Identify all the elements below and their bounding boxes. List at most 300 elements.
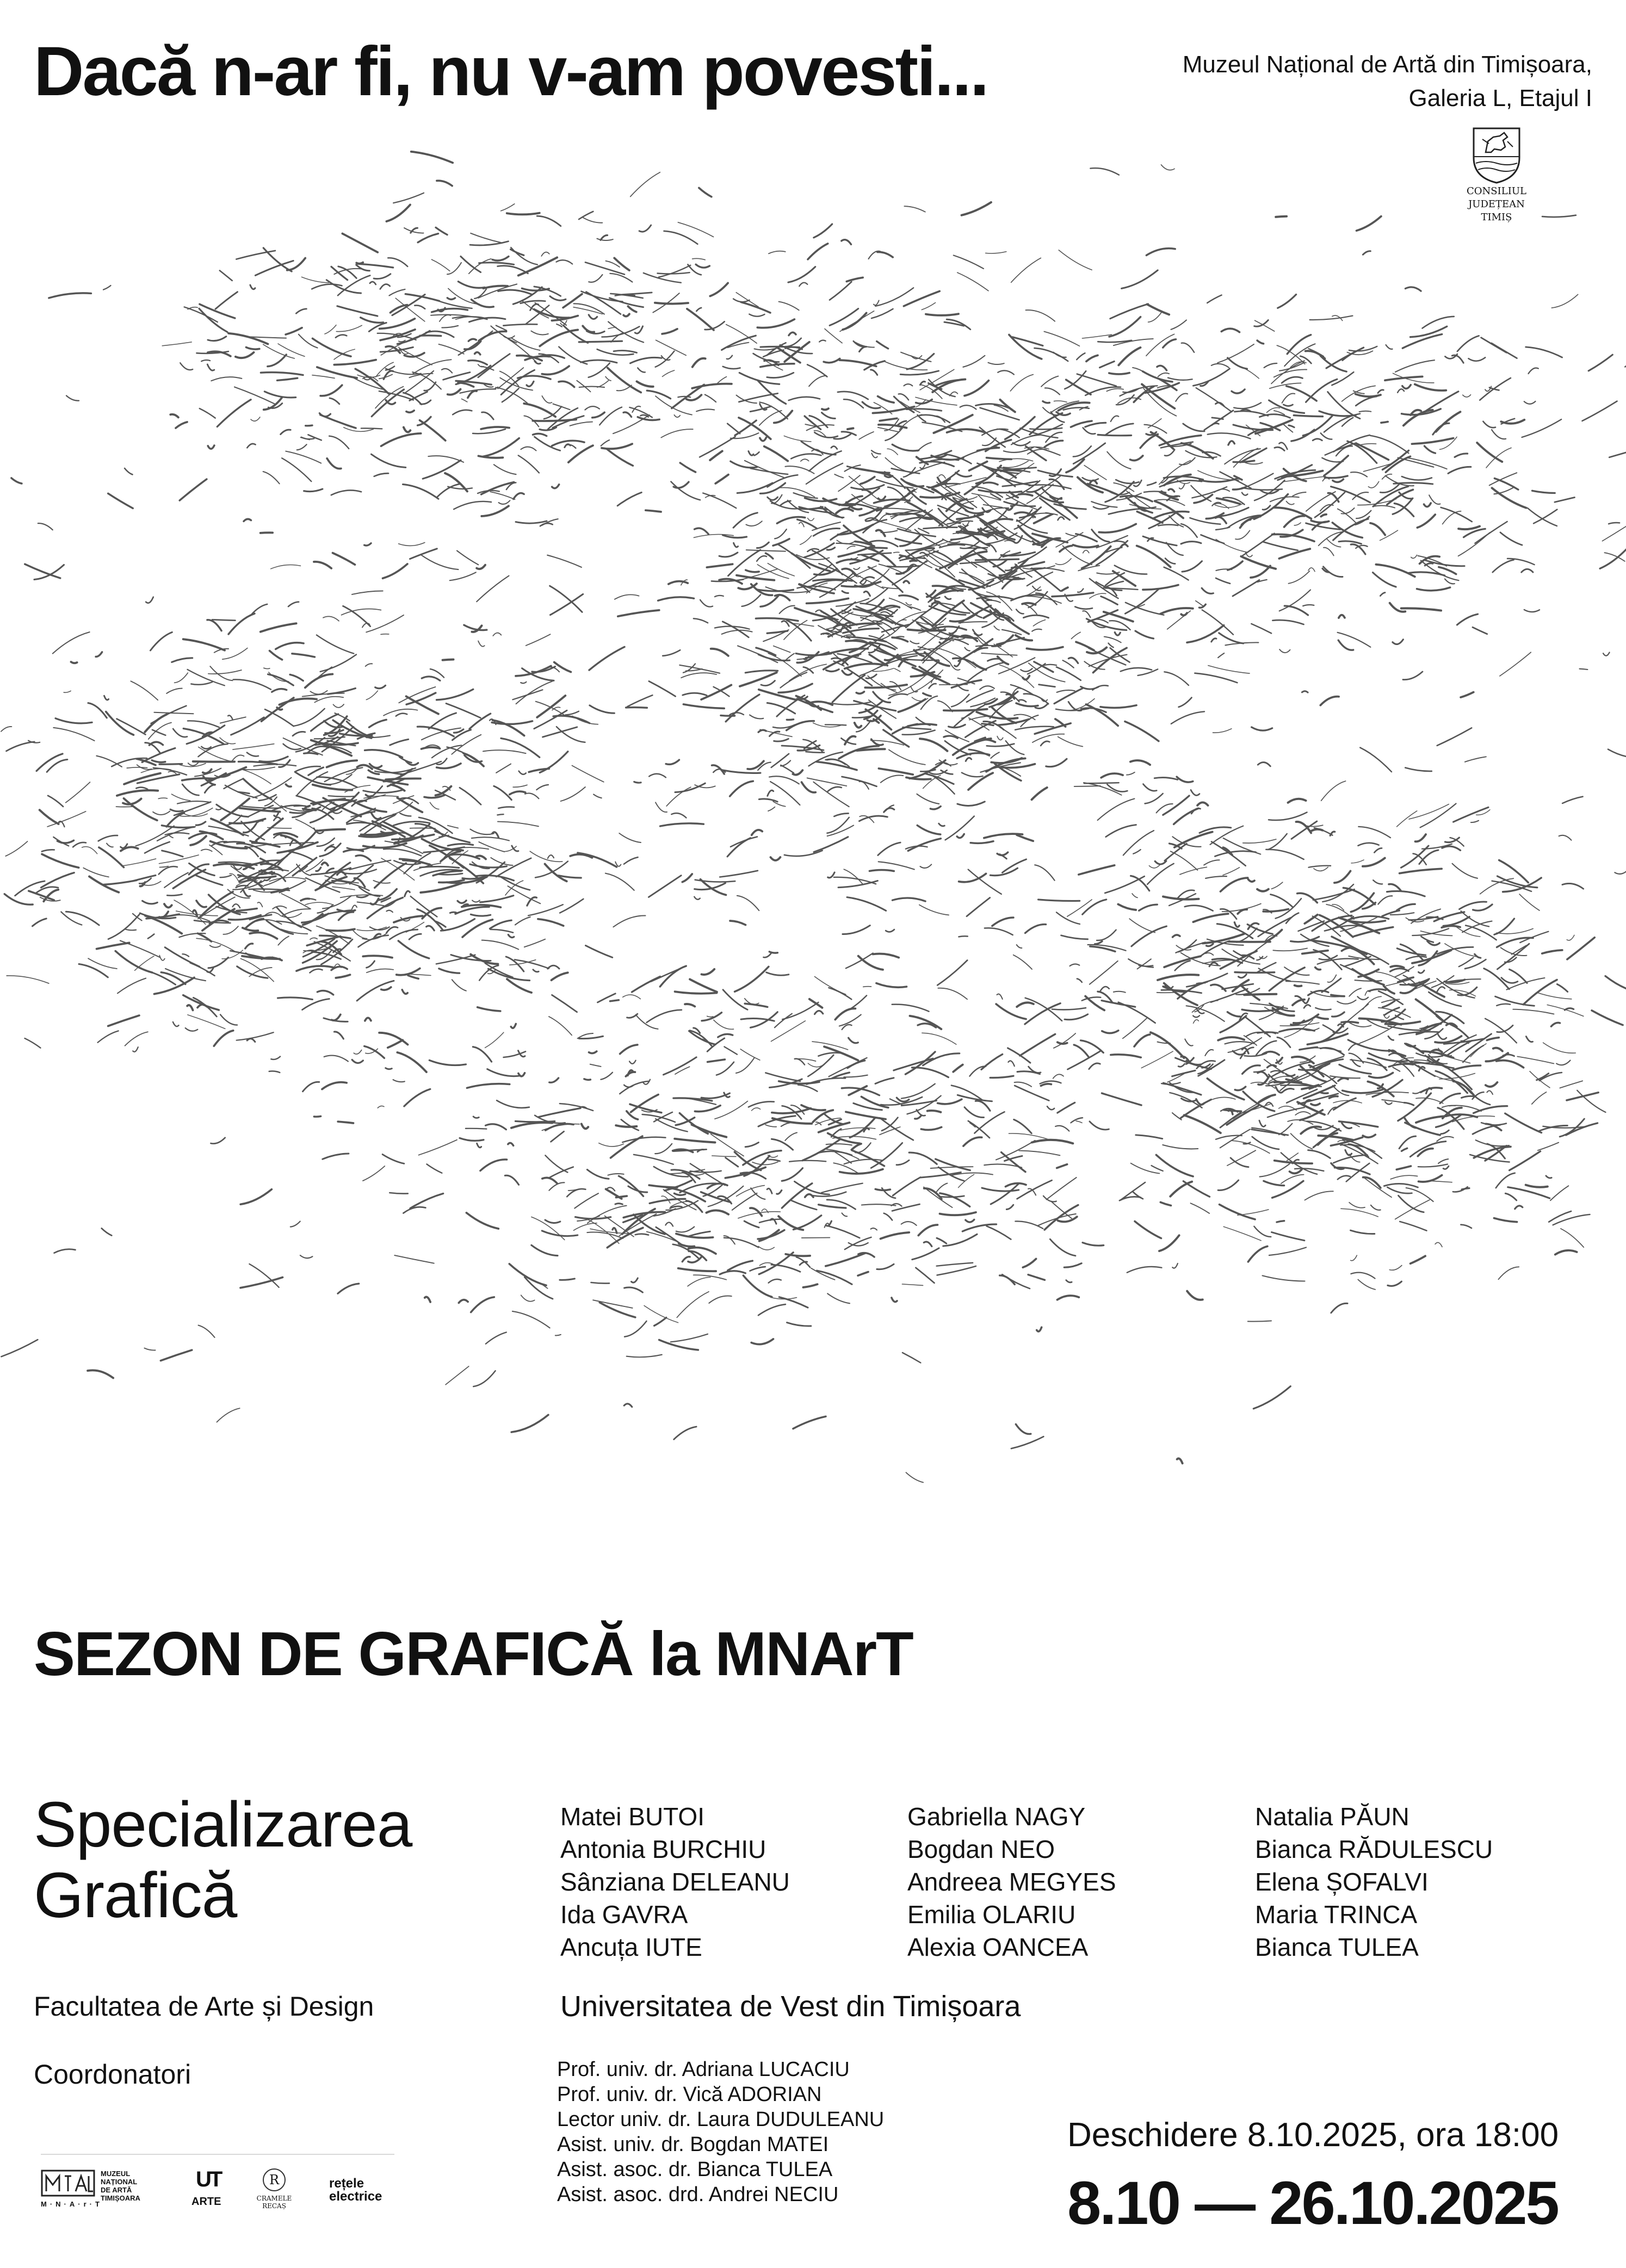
artwork-stroke (560, 1279, 575, 1280)
artwork-stroke (186, 1028, 198, 1031)
artwork-stroke (1214, 489, 1229, 492)
artwork-stroke (258, 902, 263, 907)
artwork-stroke (588, 1206, 627, 1223)
artwork-stroke (821, 1183, 863, 1193)
artwork-stroke (1205, 876, 1227, 878)
artwork-stroke (1382, 450, 1408, 469)
artwork-stroke (33, 919, 47, 926)
artwork-stroke (1023, 615, 1048, 618)
artwork-stroke (937, 1238, 947, 1243)
artwork-stroke (655, 1144, 672, 1154)
artwork-stroke (752, 830, 763, 835)
artwork-stroke (1487, 1090, 1493, 1094)
artwork-stroke (1566, 1123, 1598, 1135)
artwork-stroke (1555, 498, 1575, 503)
artwork-stroke (197, 1005, 207, 1008)
artwork-stroke (1603, 524, 1626, 541)
artwork-stroke (1181, 613, 1187, 615)
artwork-stroke (496, 325, 506, 330)
artwork-stroke (892, 468, 920, 473)
artwork-stroke (1433, 423, 1449, 435)
artwork-stroke (557, 260, 573, 264)
artwork-stroke (1179, 484, 1185, 489)
artwork-stroke (819, 1205, 846, 1208)
artwork-stroke (524, 404, 555, 417)
artwork-stroke (765, 1073, 800, 1082)
artwork-stroke (369, 323, 386, 331)
artwork-stroke (66, 396, 79, 401)
artwork-stroke (1106, 389, 1123, 392)
artwork-stroke (768, 807, 775, 811)
artwork-stroke (493, 633, 501, 636)
artwork-stroke (527, 381, 534, 386)
artwork-stroke (1303, 605, 1314, 606)
artwork-stroke (1115, 633, 1120, 636)
artwork-stroke (544, 407, 561, 419)
artwork-stroke (286, 451, 321, 463)
artwork-stroke (250, 285, 255, 289)
artwork-stroke (1052, 593, 1093, 597)
mnart-text-line: MUZEUL (101, 2170, 131, 2178)
artwork-stroke (367, 969, 393, 972)
artwork-stroke (1486, 448, 1511, 468)
artwork-stroke (567, 445, 576, 448)
artwork-stroke (996, 609, 1029, 634)
artwork-stroke (1340, 916, 1379, 932)
artwork-stroke (1107, 452, 1130, 469)
artwork-stroke (338, 1284, 359, 1293)
artwork-stroke (431, 259, 449, 271)
artwork-stroke (894, 668, 900, 672)
artwork-stroke (525, 793, 539, 798)
artwork-stroke (549, 1078, 559, 1082)
artwork-stroke (981, 1054, 1003, 1069)
artwork-stroke (1373, 506, 1395, 508)
artwork-stroke (1111, 1055, 1141, 1057)
artwork-stroke (256, 819, 283, 841)
artwork-stroke (240, 959, 274, 982)
artwork-stroke (924, 527, 957, 528)
artwork-stroke (361, 428, 382, 429)
artwork-stroke (1455, 454, 1468, 457)
artwork-stroke (1363, 858, 1385, 866)
artwork-stroke (590, 705, 615, 714)
artwork-stroke (769, 776, 799, 784)
artwork-stroke (1089, 1063, 1101, 1069)
artwork-stroke (306, 859, 323, 871)
artwork-stroke (286, 784, 291, 786)
artwork-stroke (448, 389, 461, 395)
artwork-stroke (649, 681, 676, 697)
artwork-stroke (278, 937, 288, 945)
artwork-stroke (579, 212, 593, 219)
artwork-stroke (648, 876, 681, 897)
artwork-stroke (940, 1193, 970, 1207)
artwork-stroke (839, 746, 879, 759)
coordinators-list (557, 2057, 884, 2207)
artwork-stroke (460, 389, 496, 393)
artwork-stroke (1400, 869, 1442, 873)
artwork-stroke (613, 915, 645, 927)
artwork-stroke (508, 1143, 514, 1145)
artwork-stroke (788, 500, 808, 512)
artwork-stroke (592, 412, 605, 418)
artwork-stroke (231, 717, 264, 735)
artwork-stroke (795, 608, 834, 619)
artwork-stroke (1609, 523, 1619, 524)
artwork-stroke (809, 752, 843, 766)
artwork-stroke (417, 727, 454, 736)
artwork-stroke (674, 1193, 685, 1195)
artwork-stroke (749, 314, 764, 317)
artwork-stroke (1058, 517, 1065, 520)
artwork-stroke (1258, 918, 1291, 937)
artwork-stroke (174, 802, 211, 816)
artwork-stroke (858, 956, 883, 970)
artwork-stroke (808, 518, 814, 521)
artwork-stroke (831, 446, 837, 449)
artwork-stroke (251, 417, 260, 421)
artwork-stroke (11, 478, 22, 484)
artwork-stroke (962, 202, 991, 215)
artwork-stroke (1437, 1137, 1454, 1142)
artwork-stroke (353, 931, 367, 939)
artwork-stroke (356, 263, 363, 264)
artwork-stroke (1077, 374, 1116, 386)
artwork-stroke (771, 857, 781, 860)
artwork-stroke (83, 868, 109, 877)
artwork-stroke (1382, 1009, 1405, 1022)
artwork-stroke (1483, 422, 1495, 427)
artist-name: Natalia PĂUN (1255, 1802, 1409, 1831)
artwork-stroke (834, 474, 843, 478)
artwork-stroke (593, 795, 602, 798)
artwork-stroke (1101, 597, 1118, 605)
artwork-stroke (546, 1124, 573, 1130)
artwork-stroke (1306, 379, 1338, 402)
artwork-stroke (683, 693, 707, 695)
artwork-stroke (574, 303, 604, 314)
artwork-stroke (188, 1015, 225, 1029)
artwork-stroke (608, 1174, 624, 1175)
artwork-stroke (1560, 1081, 1583, 1088)
artwork-stroke (332, 887, 355, 890)
artwork-stroke (827, 1293, 850, 1303)
artwork-stroke (1303, 416, 1332, 436)
artwork-stroke (366, 664, 373, 666)
artwork-stroke (1017, 945, 1022, 948)
artwork-stroke (1216, 540, 1248, 553)
artwork-stroke (724, 1238, 758, 1248)
artwork-stroke (208, 445, 214, 449)
artwork-stroke (313, 785, 352, 790)
artwork-stroke (1286, 981, 1319, 984)
artwork-stroke (400, 813, 411, 816)
artwork-stroke (1137, 546, 1171, 567)
artwork-stroke (749, 1101, 774, 1107)
artwork-stroke (237, 908, 257, 910)
artwork-stroke (518, 376, 551, 379)
artwork-stroke (1277, 1037, 1290, 1047)
artwork-stroke (207, 620, 221, 631)
artwork-stroke (957, 272, 988, 291)
artwork-stroke (334, 1032, 343, 1039)
artwork-stroke (1409, 916, 1438, 920)
artwork-stroke (756, 618, 798, 621)
artwork-stroke (730, 921, 746, 925)
artwork-stroke (779, 302, 799, 311)
artist-column-1 (560, 1800, 790, 1963)
artwork-stroke (363, 956, 392, 957)
artwork-stroke (182, 954, 189, 957)
artwork-stroke (787, 621, 812, 641)
artwork-stroke (665, 1223, 673, 1226)
artwork-stroke (696, 308, 701, 311)
artwork-stroke (846, 277, 863, 281)
artwork-stroke (224, 842, 244, 843)
artwork-stroke (741, 302, 770, 313)
artwork-stroke (458, 282, 485, 288)
artwork-stroke (1187, 625, 1224, 643)
artwork-stroke (143, 901, 158, 904)
artwork-stroke (695, 528, 709, 534)
artwork-stroke (886, 929, 894, 932)
artwork-stroke (1396, 1166, 1411, 1169)
artwork-stroke (1042, 489, 1062, 499)
artwork-stroke (902, 730, 935, 735)
artwork-stroke (1239, 975, 1247, 978)
artwork-stroke (166, 689, 182, 693)
artwork-stroke (970, 841, 993, 844)
artwork-stroke (233, 679, 271, 689)
artwork-stroke (1146, 249, 1175, 256)
artwork-stroke (842, 1213, 848, 1216)
artwork-stroke (40, 810, 59, 824)
artwork-stroke (1086, 355, 1098, 361)
artwork-stroke (710, 283, 728, 296)
artwork-stroke (908, 839, 941, 851)
artwork-stroke (892, 444, 919, 451)
artwork-stroke (1369, 1073, 1393, 1077)
artwork-stroke (1096, 541, 1128, 565)
artwork-stroke (209, 845, 222, 855)
artwork-stroke (797, 519, 817, 529)
specialization-line-1: Specializarea (34, 1789, 412, 1861)
artwork-stroke (627, 1355, 662, 1358)
artwork-stroke (486, 1333, 506, 1344)
artwork-stroke (1330, 1096, 1338, 1098)
artwork-stroke (278, 997, 313, 1000)
artwork-stroke (1101, 705, 1136, 708)
artwork-stroke (1252, 1137, 1279, 1149)
artwork-stroke (1055, 1126, 1069, 1131)
artwork-stroke (42, 850, 54, 851)
artwork-stroke (1068, 658, 1078, 663)
artwork-stroke (898, 529, 936, 536)
artwork-stroke (707, 1210, 729, 1214)
artwork-stroke (789, 1161, 826, 1162)
artwork-stroke (838, 392, 868, 399)
artwork-stroke (1406, 1188, 1433, 1201)
artwork-stroke (1339, 541, 1362, 544)
artwork-stroke (808, 244, 828, 259)
artwork-stroke (470, 241, 509, 245)
recas-text-line: RECAȘ (262, 2202, 286, 2210)
artwork-stroke (180, 479, 207, 500)
artwork-stroke (1351, 1273, 1375, 1279)
artwork-stroke (552, 485, 559, 488)
artwork-stroke (962, 773, 983, 777)
artwork-stroke (366, 795, 372, 796)
artwork-stroke (1306, 492, 1336, 511)
artwork-stroke (1608, 749, 1626, 758)
artwork-stroke (1301, 1126, 1321, 1133)
artwork-stroke (454, 729, 463, 733)
artwork-stroke (308, 767, 324, 775)
artwork-stroke (103, 286, 111, 290)
artwork-stroke (370, 282, 376, 284)
artwork-stroke (620, 1081, 649, 1094)
artwork-stroke (437, 689, 473, 700)
artwork-stroke (574, 1193, 598, 1208)
artwork-stroke (432, 308, 468, 312)
artwork-stroke (661, 429, 693, 437)
artwork-stroke (1311, 1104, 1320, 1105)
artwork-stroke (334, 360, 376, 365)
artwork-stroke (1033, 620, 1045, 626)
artwork-stroke (579, 1036, 603, 1038)
artwork-stroke (505, 1175, 518, 1185)
artwork-stroke (1528, 508, 1557, 526)
artwork-stroke (324, 1056, 348, 1062)
artwork-stroke (1259, 1120, 1265, 1126)
artwork-stroke (518, 257, 557, 275)
artwork-stroke (1416, 1116, 1445, 1123)
artwork-stroke (678, 1268, 716, 1271)
artwork-stroke (589, 363, 610, 377)
artwork-stroke (330, 398, 339, 404)
artwork-stroke (201, 850, 212, 852)
artwork-stroke (1295, 1112, 1310, 1115)
artwork-stroke (457, 901, 466, 903)
partner-logos (41, 2167, 394, 2216)
artwork-stroke (352, 1060, 363, 1063)
artwork-stroke (722, 622, 749, 637)
artwork-stroke (840, 1128, 875, 1130)
artwork-stroke (381, 433, 421, 446)
artwork-stroke (1310, 829, 1322, 832)
artwork-stroke (370, 898, 379, 904)
artwork-stroke (601, 235, 608, 240)
artwork-stroke (1389, 884, 1401, 890)
artwork-stroke (173, 729, 187, 737)
artwork-stroke (1011, 435, 1041, 445)
artwork-stroke (304, 753, 318, 754)
artwork-stroke (1487, 1038, 1499, 1040)
artwork-stroke (843, 313, 867, 330)
artwork-stroke (1517, 1057, 1554, 1064)
artwork-stroke (393, 802, 412, 815)
artwork-stroke (746, 550, 786, 551)
artwork-stroke (801, 459, 809, 461)
artwork-stroke (41, 873, 75, 888)
artwork-stroke (66, 912, 99, 925)
artwork-stroke (1114, 541, 1125, 543)
artwork-stroke (744, 1221, 759, 1228)
artwork-stroke (917, 1110, 925, 1116)
artwork-stroke (497, 1100, 529, 1108)
artwork-stroke (926, 314, 959, 315)
artwork-stroke (342, 609, 381, 615)
artwork-stroke (510, 791, 525, 795)
artwork-stroke (1401, 1148, 1407, 1151)
artwork-stroke (758, 763, 771, 771)
artwork-stroke (481, 506, 509, 516)
artwork-stroke (290, 674, 303, 680)
artwork-stroke (1171, 320, 1186, 330)
artwork-stroke (1359, 411, 1371, 412)
artwork-stroke (707, 1016, 713, 1017)
artwork-stroke (421, 883, 462, 893)
artwork-stroke (915, 1116, 922, 1119)
artwork-stroke (1279, 649, 1290, 653)
artwork-stroke (937, 1266, 976, 1275)
mnart-text-line: NAȚIONAL (101, 2178, 138, 2186)
artwork-stroke (984, 505, 1003, 507)
artwork-stroke (270, 651, 282, 660)
artwork-stroke (726, 1158, 738, 1167)
artwork-stroke (1109, 317, 1141, 337)
artwork-stroke (861, 1096, 888, 1107)
artwork-stroke (200, 304, 235, 318)
artwork-stroke (1454, 807, 1489, 822)
artwork-stroke (429, 713, 456, 729)
artwork-stroke (615, 594, 639, 599)
artwork-stroke (813, 529, 840, 536)
artwork-stroke (381, 987, 391, 990)
artwork-stroke (395, 298, 425, 321)
artwork-stroke (769, 1160, 780, 1161)
artwork-stroke (200, 408, 215, 418)
artwork-stroke (806, 463, 843, 484)
artwork-stroke (579, 387, 604, 388)
artwork-stroke (405, 891, 410, 896)
artwork-stroke (305, 674, 332, 687)
artwork-stroke (145, 743, 160, 753)
artwork-stroke (508, 935, 514, 938)
artwork-stroke (354, 1050, 361, 1055)
artwork-stroke (1022, 603, 1035, 605)
artwork-stroke (1032, 629, 1042, 631)
artwork-stroke (400, 349, 432, 365)
artwork-stroke (268, 355, 287, 367)
artwork-stroke (1083, 478, 1098, 481)
artwork-stroke (381, 832, 394, 833)
artwork-stroke (1090, 168, 1119, 175)
artwork-stroke (1220, 1129, 1250, 1148)
artwork-stroke (1211, 842, 1246, 866)
artwork-stroke (1416, 1098, 1443, 1104)
artwork-stroke (862, 1204, 896, 1205)
artwork-stroke (1171, 851, 1198, 870)
artwork-stroke (1143, 784, 1157, 791)
artwork-stroke (765, 1125, 776, 1127)
artwork-stroke (1246, 1017, 1270, 1037)
artwork-stroke (1184, 1115, 1221, 1133)
artwork-stroke (421, 400, 431, 404)
artwork-stroke (1123, 1018, 1147, 1039)
artwork-stroke (1343, 1089, 1383, 1093)
